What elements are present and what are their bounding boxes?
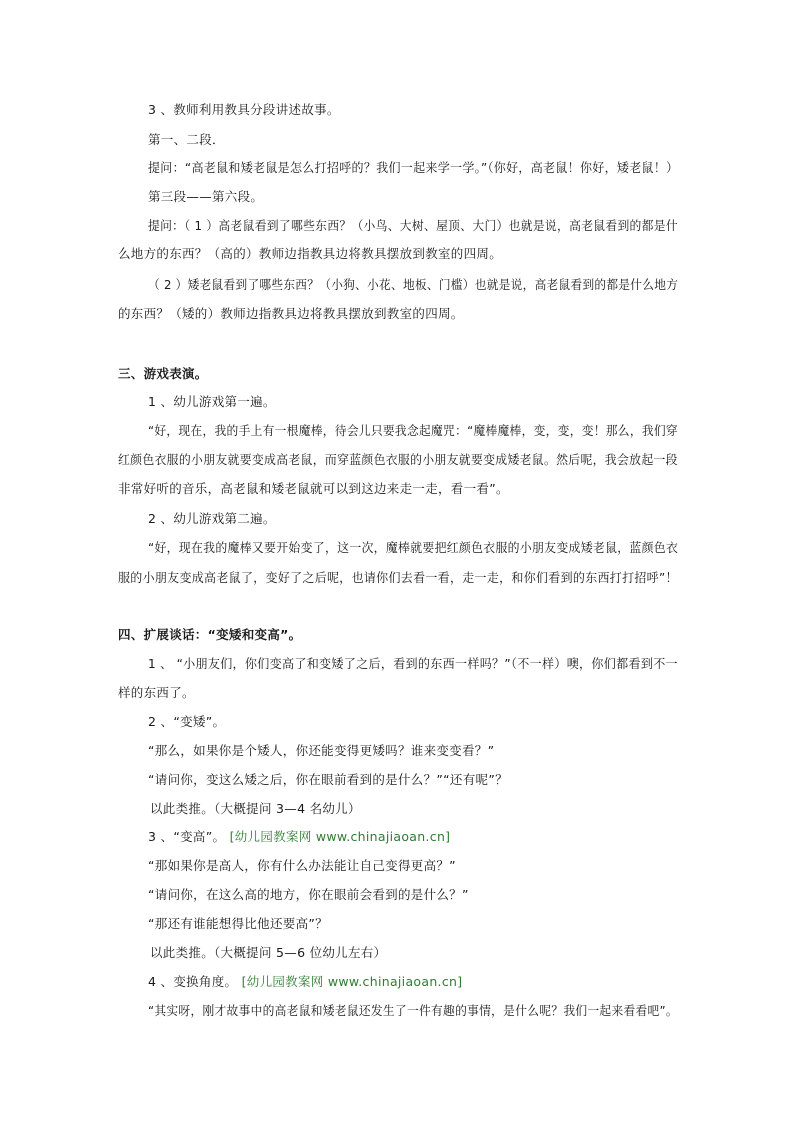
text-line: 样的东西了。 [118, 685, 195, 700]
site-link[interactable]: [幼儿园教案网 www.chinajiaoan.cn] [229, 829, 451, 844]
text-line: “那如果你是高人，你有什么办法能让自己变得更高？” [148, 858, 456, 873]
section-heading: 四、扩展谈话：“变矮和变高”。 [118, 627, 302, 642]
text-line: 的东西？（矮的）教师边指教具边将教具摆放到教室的四周。 [118, 306, 464, 321]
text-line: 2 、幼儿游戏第二遍。 [148, 511, 276, 526]
text-line: “那么，如果你是个矮人，你还能变得更矮吗？谁来变变看？” [148, 743, 495, 758]
text-line: “那还有谁能想得比他还要高”？ [148, 916, 328, 931]
text-line [148, 974, 462, 990]
text-line: 3 、教师利用教具分段讲述故事。 [148, 102, 340, 117]
text-line: “好，现在，我的手上有一根魔棒，待会儿只要我念起魔咒：“魔棒魔棒，变，变，变！那么，我们穿 [148, 423, 678, 438]
site-link[interactable]: [幼儿园教案网 www.chinajiaoan.cn] [241, 974, 463, 989]
text-line: 红颜色衣服的小朋友就要变成高老鼠，而穿蓝颜色衣服的小朋友就要变成矮老鼠。然后呢，我会放起一段 [118, 452, 678, 467]
text-line: “请问你，在这么高的地方，你在眼前会看到的是什么？” [148, 887, 469, 902]
text-line: 2 、“变矮”。 [148, 714, 226, 729]
text-line: 第三段——第六段。 [148, 189, 264, 204]
text-line: 提问：“高老鼠和矮老鼠是怎么打招呼的？我们一起来学一学。”（你好，高老鼠！你好，矮老鼠！） [148, 160, 679, 175]
text-span: 4 、变换角度。 [148, 974, 242, 989]
text-line: （ 2 ）矮老鼠看到了哪些东西？（小狗、小花、地板、门槛）也就是说，高老鼠看到的都是什么地方 [148, 277, 679, 292]
text-line: 第一、二段． [148, 132, 225, 147]
text-line: 服的小朋友变成高老鼠了，变好了之后呢，也请你们去看一看，走一走，和你们看到的东西打打招呼”！ [118, 570, 678, 585]
text-span: 3 、“变高”。 [148, 829, 230, 844]
section-heading: 三、游戏表演。 [118, 366, 208, 381]
text-line: 1 、 “小朋友们，你们变高了和变矮了之后，看到的东西一样吗？”（不一样）噢，你们都看到不一 [148, 656, 678, 671]
text-line: 非常好听的音乐，高老鼠和矮老鼠就可以到这边来走一走，看一看”。 [118, 481, 509, 496]
text-line: 以此类推。（大概提问 3—4 名幼儿） [150, 801, 361, 816]
text-line: 1 、幼儿游戏第一遍。 [148, 394, 276, 409]
text-line [148, 829, 450, 845]
text-line: “其实呀，刚才故事中的高老鼠和矮老鼠还发生了一件有趣的事情，是什么呢？我们一起来看看吧”。 [148, 1003, 678, 1018]
text-line: 么地方的东西？（高的）教师边指教具边将教具摆放到教室的四周。 [118, 246, 503, 261]
text-line: 提问：（ 1 ）高老鼠看到了哪些东西？（小鸟、大树、屋顶、大门）也就是说，高老鼠看到的都是什 [148, 218, 678, 233]
text-line: “好，现在我的魔棒又要开始变了，这一次，魔棒就要把红颜色衣服的小朋友变成矮老鼠，蓝颜色衣 [148, 540, 679, 555]
text-line: “请问你，变这么矮之后，你在眼前看到的是什么？”“还有呢”？ [148, 772, 508, 787]
text-line: 以此类推。（大概提问 5—6 位幼儿左右） [150, 945, 387, 960]
